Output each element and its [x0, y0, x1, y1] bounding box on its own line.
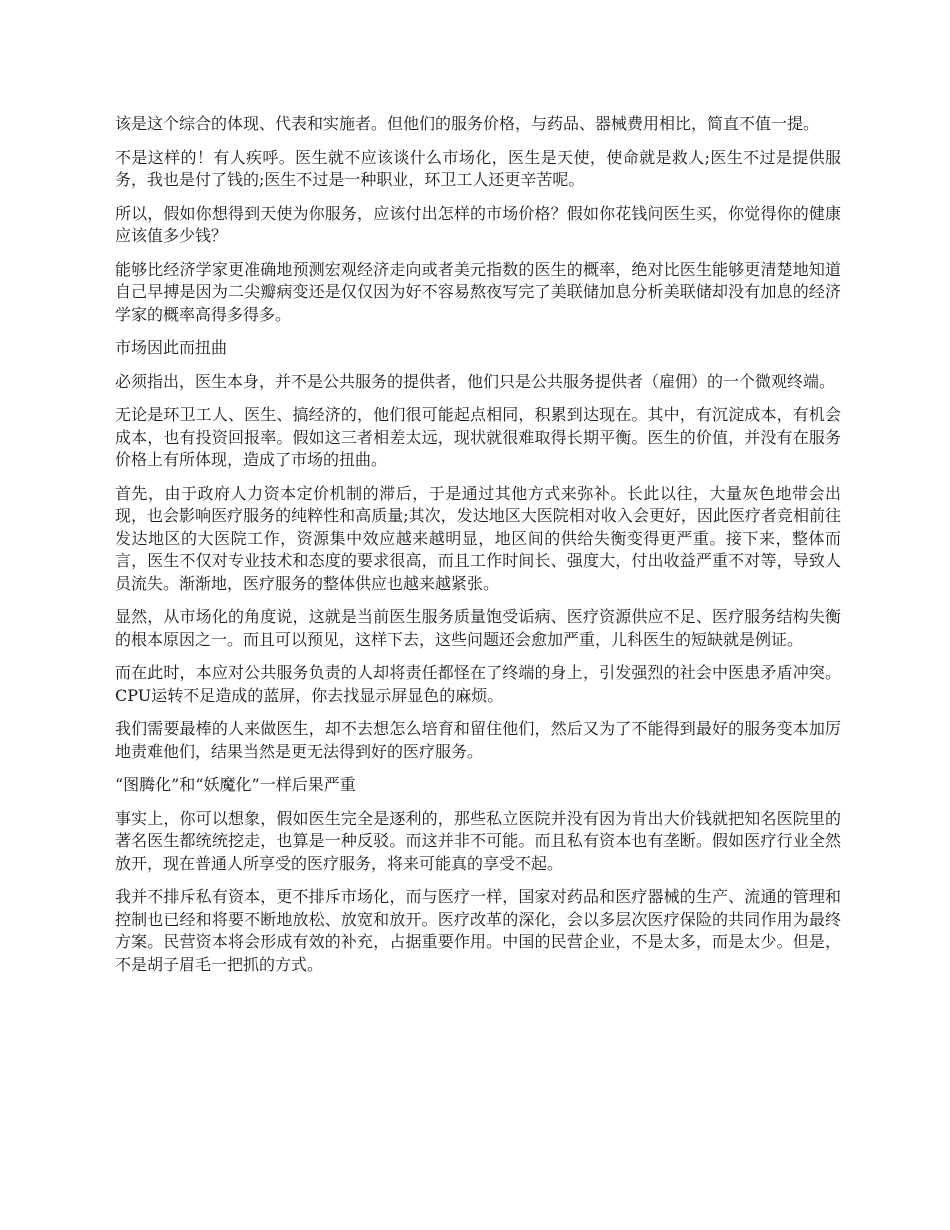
- paragraph: 事实上，你可以想象，假如医生完全是逐利的，那些私立医院并没有因为肯出大价钱就把知名医院里的著名医生都统统挖走，也算是一种反驳。而这并非不可能。而且私有资本也有垄断。假如医疗行业全然放开，现在普通人所享受的医疗服务，将来可能真的享受不起。: [115, 808, 841, 873]
- paragraph: 不是这样的！有人疾呼。医生就不应该谈什么市场化，医生是天使，使命就是救人;医生不过是提供服务，我也是付了钱的;医生不过是一种职业，环卫工人还更辛苦呢。: [115, 147, 841, 189]
- paragraph: 显然，从市场化的角度说，这就是当前医生服务质量饱受诟病、医疗资源供应不足、医疗服务结构失衡的根本原因之一。而且可以预见，这样下去，这些问题还会愈加严重，儿科医生的短缺就是例证。: [115, 607, 841, 649]
- section-heading: 市场因此而扭曲: [115, 338, 228, 357]
- paragraph: 首先，由于政府人力资本定价机制的滞后，于是通过其他方式来弥补。长此以往，大量灰色地带会出现，也会影响医疗服务的纯粹性和高质量;其次，发达地区大医院相对收入会更好，因此医疗者竞相前往发达地区的大医院工作，资源集中效应越来越明显，地区间的供给失衡变得更严重。接下来，整体而言，医生不仅对专业技术和态度的要求很高，而且工作时间长、强度大，付出收益严重不对等，导致人员流失。渐渐地，医疗服务的整体供应也越来越紧张。: [115, 483, 841, 593]
- paragraph: 我并不排斥私有资本，更不排斥市场化，而与医疗一样，国家对药品和医疗器械的生产、流通的管理和控制也已经和将要不断地放松、放宽和放开。医疗改革的深化，会以多层次医疗保险的共同作用为最终方案。民营资本将会形成有效的补充，占据重要作用。中国的民营企业，不是太多，而是太少。但是，不是胡子眉毛一把抓的方式。: [115, 887, 841, 974]
- section-heading: “图腾化”和“妖魔化”一样后果严重: [115, 775, 356, 794]
- paragraph: 而在此时，本应对公共服务负责的人却将责任都怪在了终端的身上，引发强烈的社会中医患矛盾冲突。CPU运转不足造成的蓝屏，你去找显示屏显色的麻烦。: [115, 663, 841, 705]
- paragraph: 必须指出，医生本身，并不是公共服务的提供者，他们只是公共服务提供者（雇佣）的一个微观终端。: [115, 371, 836, 391]
- paragraph: 所以，假如你想得到天使为你服务，应该付出怎样的市场价格？假如你花钱问医生买，你觉得你的健康应该值多少钱？: [115, 203, 841, 245]
- document-page: [115, 113, 841, 987]
- paragraph: 该是这个综合的体现、代表和实施者。但他们的服务价格，与药品、器械费用相比，简直不值一提。: [115, 114, 820, 133]
- paragraph: 能够比经济学家更准确地预测宏观经济走向或者美元指数的医生的概率，绝对比医生能够更清楚地知道自己早搏是因为二尖瓣病变还是仅仅因为好不容易熬夜写完了美联储加息分析美联储却没有加息的经济学家的概率高得多得多。: [115, 259, 841, 324]
- paragraph: 我们需要最棒的人来做医生，却不去想怎么培育和留住他们，然后又为了不能得到最好的服务变本加厉地责难他们，结果当然是更无法得到好的医疗服务。: [115, 719, 841, 761]
- paragraph: 无论是环卫工人、医生、搞经济的，他们很可能起点相同，积累到达现在。其中，有沉淀成本，有机会成本，也有投资回报率。假如这三者相差太远，现状就很难取得长期平衡。医生的价值，并没有在服务价格上有所体现，造成了市场的扭曲。: [115, 405, 841, 469]
